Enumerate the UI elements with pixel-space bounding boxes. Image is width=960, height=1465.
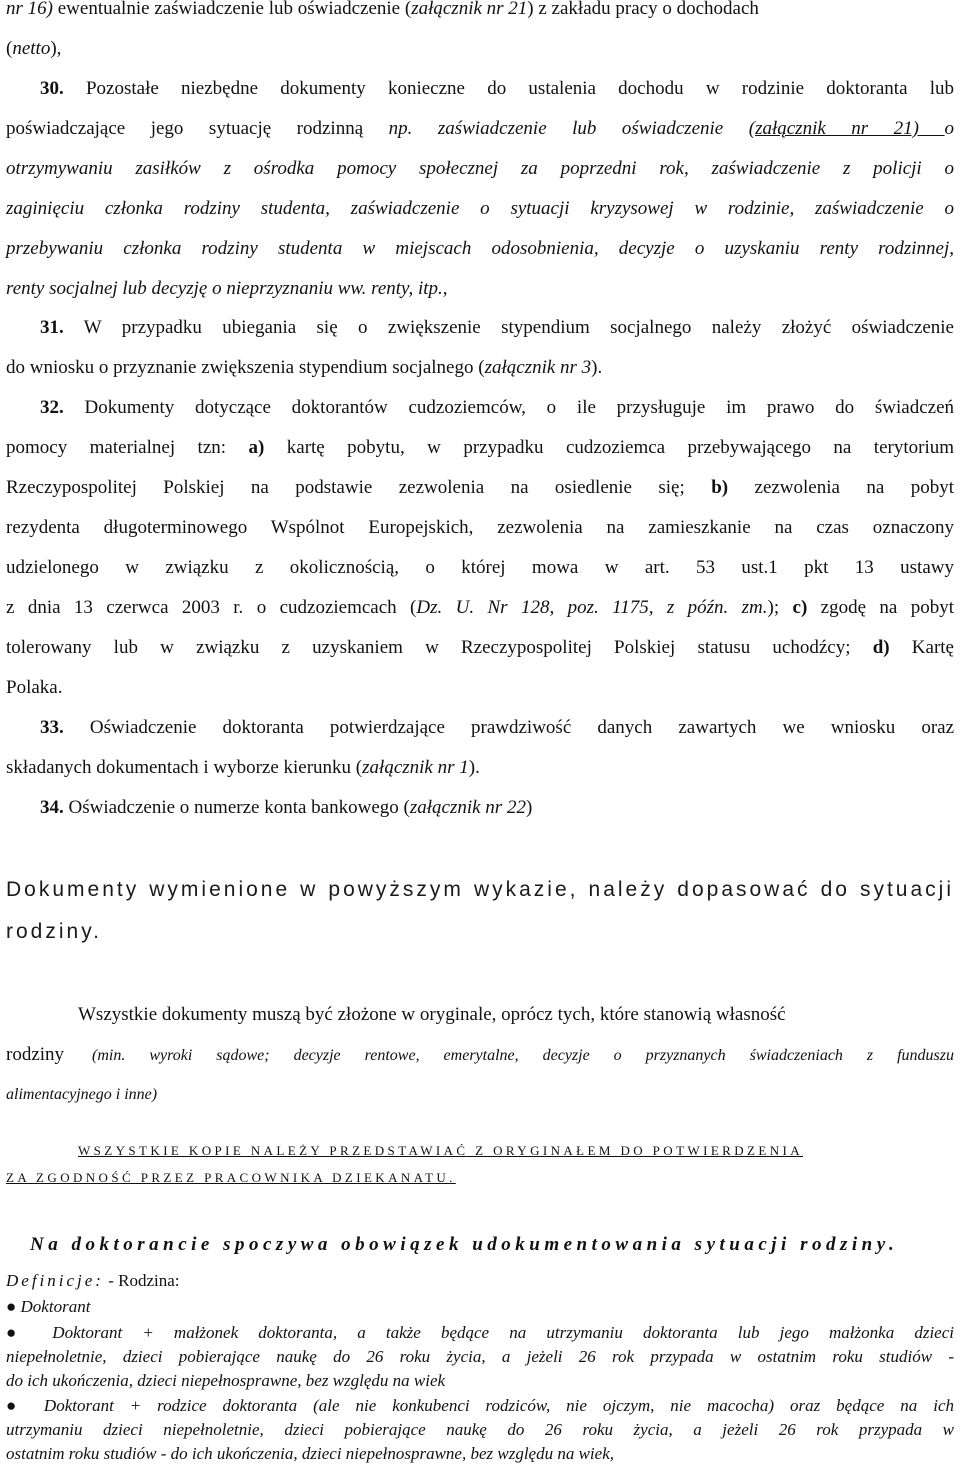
item-30-line-3: otrzymywaniu zasiłków z ośrodka pomocy społecznej za poprzedni rok, zaświadczenie z policji o — [6, 158, 954, 179]
originals-line-3: alimentacyjnego i inne) — [6, 1086, 158, 1103]
definition-item-3-line-3: ostatnim roku studiów - do ich ukończenia, dzieci niepełnosprawne, bez względu na wiek, — [6, 1444, 614, 1463]
definition-item-2-line-3: do ich ukończenia, dzieci niepełnosprawne, bez względu na wiek — [6, 1371, 446, 1390]
item-30-line-6: renty socjalnej lub decyzję o nieprzyznaniu ww. renty, itp., — [6, 278, 448, 299]
copies-notice-line-2: ZA ZGODNOŚĆ PRZEZ PRACOWNIKA DZIEKANATU. — [6, 1170, 456, 1185]
originals-line-2: rodziny (min. wyroki sądowe; decyzje rentowe, emerytalne, decyzje o przyznanych świadczeniach z funduszu — [6, 1044, 954, 1065]
item-30-number: 30. — [40, 78, 64, 99]
item-29-line-2: (netto), — [6, 38, 62, 59]
item-32-line-3: Rzeczypospolitej Polskiej na podstawie zezwolenia na osiedlenie się; b) zezwolenia na pobyt — [6, 477, 955, 498]
item-32-line-6: z dnia 13 czerwca 2003 r. o cudzoziemcach (Dz. U. Nr 128, poz. 1175, z późn. zm.); c) zgodę na pobyt — [6, 597, 955, 618]
item-30-line-2: poświadczające jego sytuację rodzinną np. zaświadczenie lub oświadczenie (załącznik nr 21) o — [6, 118, 955, 139]
bullet-icon: ● — [6, 1396, 44, 1415]
item-32-line-8: Polaka. — [6, 677, 63, 698]
item-30-line-1: 30. Pozostałe niezbędne dokumenty konieczne do ustalenia dochodu w rodzinie doktoranta lub — [40, 78, 955, 99]
item-32-line-2: pomocy materialnej tzn: a) kartę pobytu, w przypadku cudzoziemca przebywającego na terytorium — [6, 437, 955, 458]
item-31-line-2: do wniosku o przyznanie zwiększenia stypendium socjalnego (załącznik nr 3). — [6, 357, 603, 378]
definition-item-2-line-1: ● Doktorant + małżonek doktoranta, a także będące na utrzymaniu doktoranta lub jego małżonka dzieci — [6, 1323, 954, 1342]
item-32-line-5: udzielonego w związku z okolicznością, o której mowa w art. 53 ust.1 pkt 13 ustawy — [6, 557, 954, 578]
item-34-line-1: 34. Oświadczenie o numerze konta bankowego (załącznik nr 22) — [40, 797, 533, 818]
item-34-number: 34. — [40, 797, 64, 818]
duty-statement: Na doktorancie spoczywa obowiązek udokumentowania sytuacji rodziny. — [30, 1234, 899, 1255]
copies-notice-line-1: WSZYSTKIE KOPIE NALEŻY PRZEDSTAWIAĆ Z ORYGINAŁEM DO POTWIERDZENIA — [78, 1143, 804, 1158]
item-32-number: 32. — [40, 397, 64, 418]
documents-fit-heading-line-2: rodziny. — [6, 920, 102, 943]
bullet-icon: ● — [6, 1297, 21, 1316]
item-29-line-1: nr 16) ewentualnie zaświadczenie lub oświadczenie (załącznik nr 21) z zakładu pracy o dochodach — [6, 0, 759, 19]
item-33-line-2: składanych dokumentach i wyborze kierunku (załącznik nr 1). — [6, 757, 480, 778]
originals-line-1: Wszystkie dokumenty muszą być złożone w oryginale, oprócz tych, które stanowią własność — [78, 1004, 786, 1025]
item-30-line-4: zaginięciu członka rodziny studenta, zaświadczenie o sytuacji kryzysowej w rodzinie, zaświadczenie o — [6, 198, 954, 219]
item-33-line-1: 33. Oświadczenie doktoranta potwierdzające prawdziwość danych zawartych we wniosku oraz — [40, 717, 955, 738]
item-32-line-1: 32. Dokumenty dotyczące doktorantów cudzoziemców, o ile przysługuje im prawo do świadczeń — [40, 397, 955, 418]
item-30-line-5: przebywaniu członka rodziny studenta w miejscach odosobnienia, decyzje o uzyskaniu renty rodzinnej, — [6, 238, 954, 259]
definition-item-3-line-2: utrzymaniu dzieci niepełnoletnie, dzieci pobierające naukę do 26 roku życia, a jeżeli 26 rok przypada w — [6, 1420, 954, 1439]
definition-item-2-line-2: niepełnoletnie, dzieci pobierające naukę do 26 roku życia, a jeżeli 26 rok przypada w ostatnim roku studiów - — [6, 1347, 954, 1366]
item-32-line-4: rezydenta długoterminowego Wspólnot Europejskich, zezwolenia na zamieszkanie na czas oznaczony — [6, 517, 954, 538]
item-31-line-1: 31. W przypadku ubiegania się o zwiększenie stypendium socjalnego należy złożyć oświadczenie — [40, 317, 954, 338]
item-32-line-7: tolerowany lub w związku z uzyskaniem w Rzeczypospolitej Polskiej statusu uchodźcy; d) Kartę — [6, 637, 954, 658]
item-31-number: 31. — [40, 317, 64, 338]
item-33-number: 33. — [40, 717, 64, 738]
documents-fit-heading-line-1: Dokumenty wymienione w powyższym wykazie, należy dopasować do sytuacji — [6, 878, 954, 901]
bullet-icon: ● — [6, 1323, 53, 1342]
definitions-label: Definicje: - Rodzina: — [6, 1271, 180, 1290]
definition-item-3-line-1: ● Doktorant + rodzice doktoranta (ale nie konkubenci rodziców, nie ojczym, nie macocha) oraz będące na ich — [6, 1396, 954, 1415]
definition-item-1: ● Doktorant — [6, 1297, 91, 1316]
